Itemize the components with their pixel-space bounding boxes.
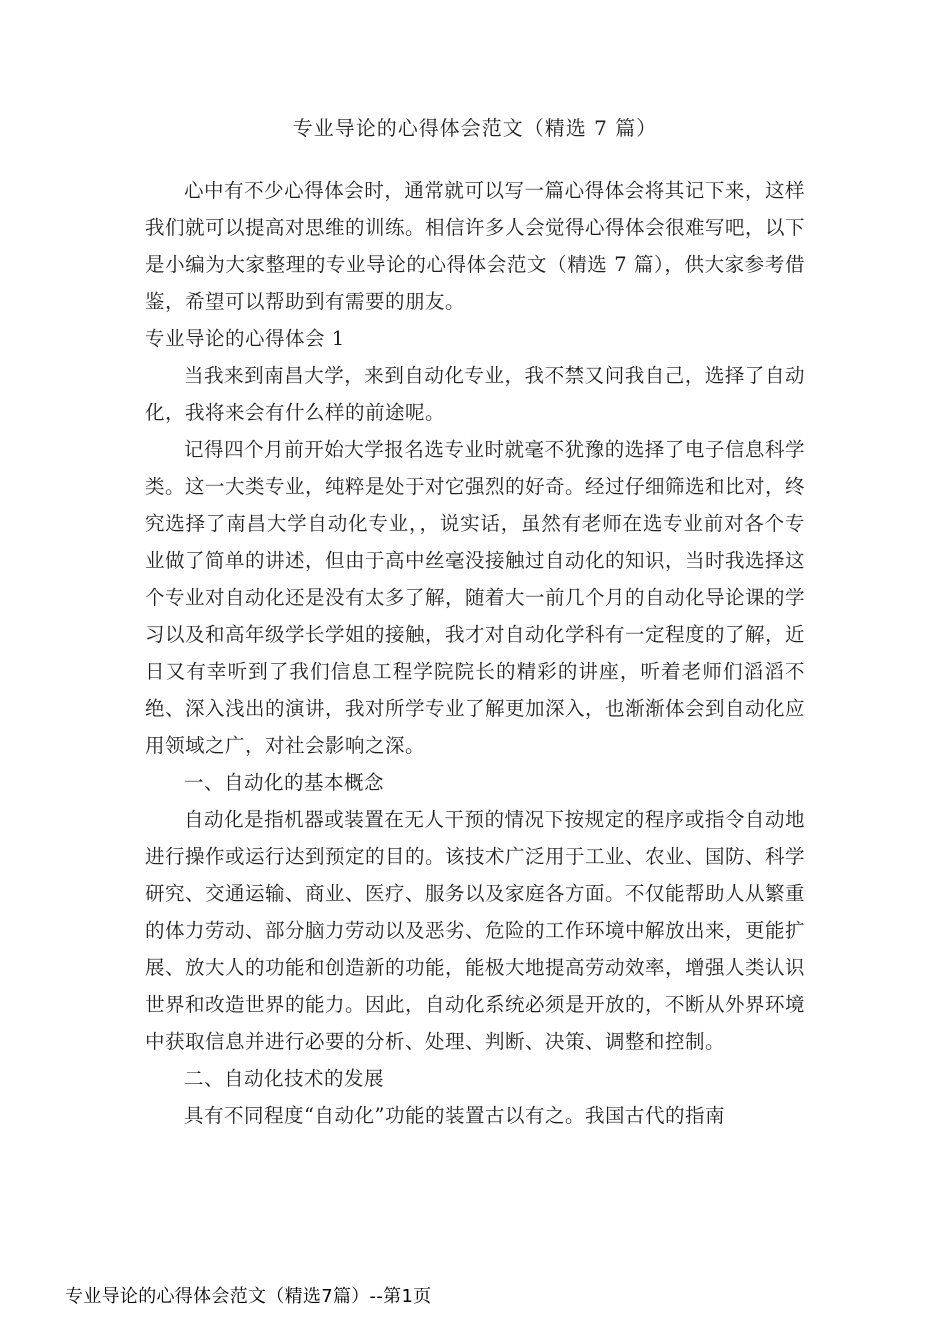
- document-body: [145, 172, 805, 1134]
- document-title: 专业导论的心得体会范文（精选 7 篇）: [292, 116, 658, 140]
- subheading-basic-concept: 一、自动化的基本概念: [184, 771, 385, 794]
- page-footer: 专业导论的心得体会范文（精选7篇）--第1页: [65, 1286, 432, 1307]
- section-title: 专业导论的心得体会 1: [145, 327, 345, 350]
- intro-paragraph: 心中有不少心得体会时，通常就可以写一篇心得体会将其记下来，这样我们就可以提高对思维的训练。相信许多人会觉得心得体会很难写吧，以下是小编为大家整理的专业导论的心得体会范文（精选 7 篇），供大家参考借鉴，希望可以帮助到有需要的朋友。: [145, 179, 806, 313]
- body-paragraph-1: 当我来到南昌大学，来到自动化专业，我不禁又问我自己，选择了自动化，我将来会有什么样的前途呢。: [145, 364, 805, 424]
- body-paragraph-2: 记得四个月前开始大学报名选专业时就毫不犹豫的选择了电子信息科学类。这一大类专业，纯粹是处于对它强烈的好奇。经过仔细筛选和比对，终究选择了南昌大学自动化专业，，说实话，虽然有老师在选专业前对各个专业做了简单的讲述，但由于高中丝毫没接触过自动化的知识，当时我选择这个专业对自动化还是没有太多了解，随着大一前几个月的自动化导论课的学习以及和高年级学长学姐的接触，我才对自动化学科有一定程度的了解，近日又有幸听到了我们信息工程学院院长的精彩的讲座，听着老师们滔滔不绝、深入浅出的演讲，我对所学专业了解更加深入，也渐渐体会到自动化应用领域之广，对社会影响之深。: [145, 438, 806, 757]
- body-paragraph-4: 具有不同程度“自动化”功能的装置古以有之。我国古代的指南: [184, 1104, 725, 1127]
- body-paragraph-3: 自动化是指机器或装置在无人干预的情况下按规定的程序或指令自动地进行操作或运行达到预定的目的。该技术广泛用于工业、农业、国防、科学研究、交通运输、商业、医疗、服务以及家庭各方面。不仅能帮助人从繁重的体力劳动、部分脑力劳动以及恶劣、危险的工作环境中解放出来，更能扩展、放大人的功能和创造新的功能，能极大地提高劳动效率，增强人类认识世界和改造世界的能力。因此，自动化系统必须是开放的，不断从外界环境中获取信息并进行必要的分析、处理、判断、决策、调整和控制。: [145, 808, 806, 1053]
- subheading-development: 二、自动化技术的发展: [184, 1067, 385, 1090]
